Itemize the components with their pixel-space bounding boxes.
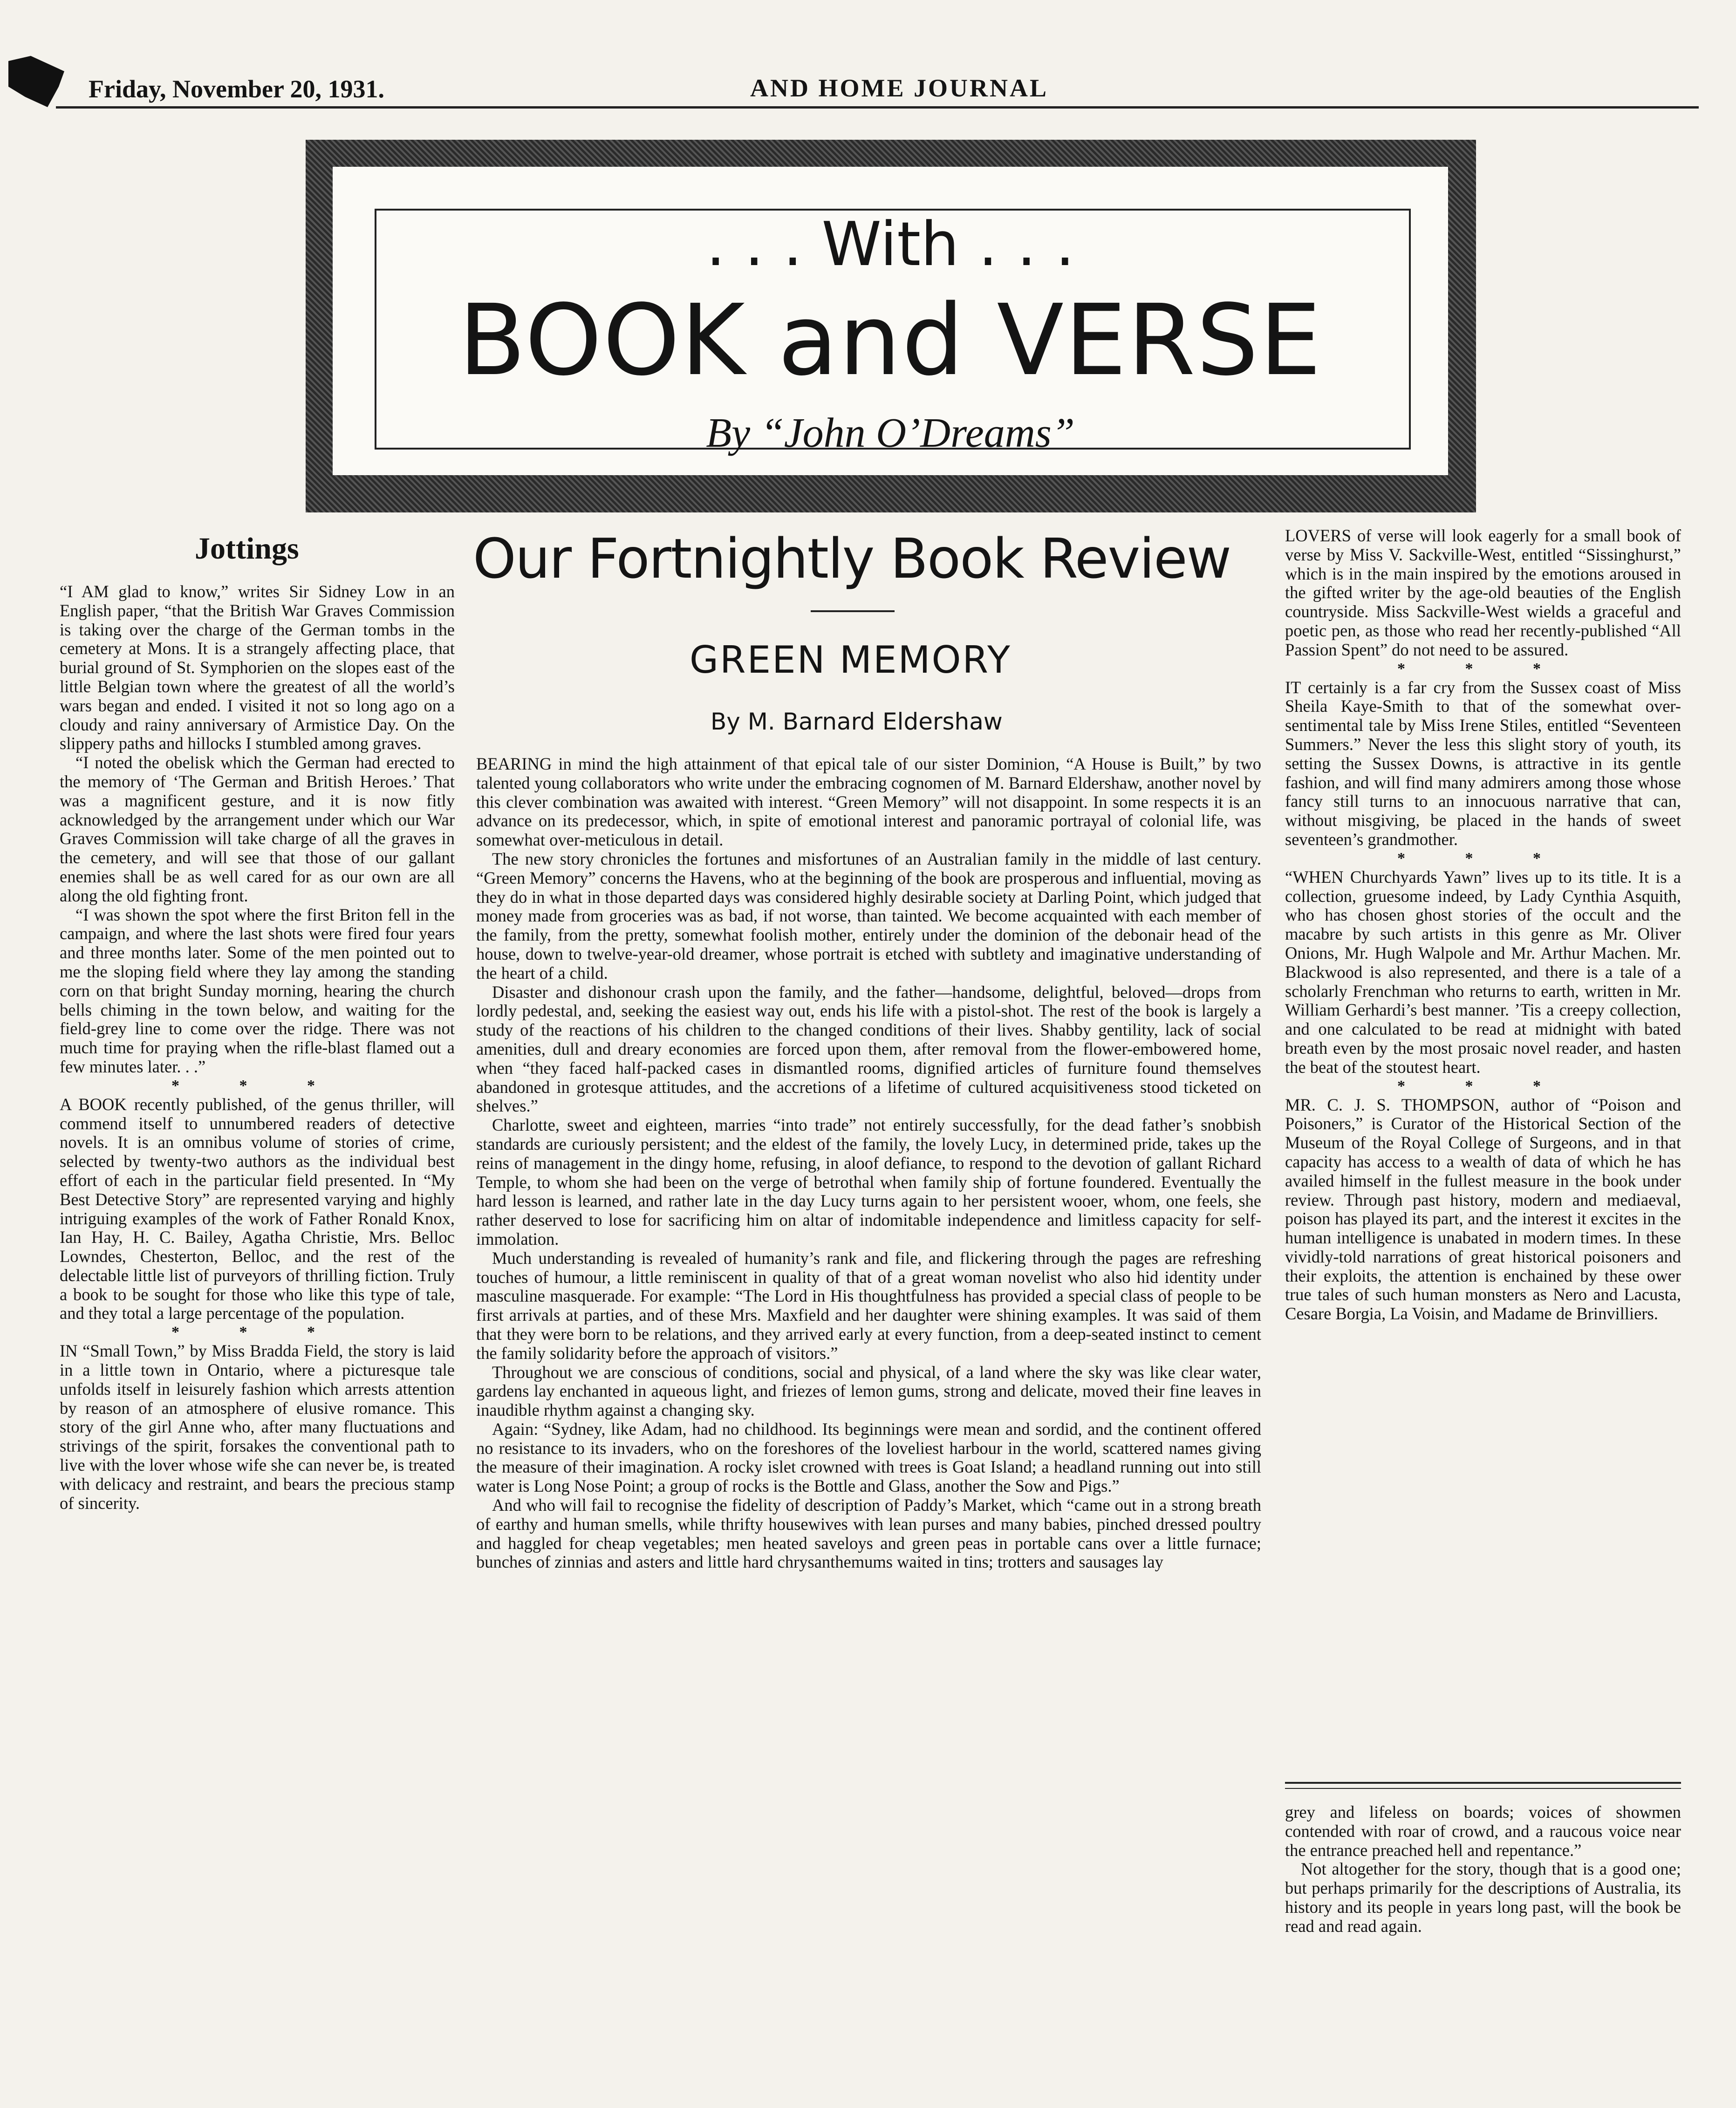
review-rule <box>811 610 895 612</box>
review-continued <box>1285 1803 1681 1936</box>
continuation-rule-thin <box>1285 1788 1681 1789</box>
banner-with: . . . With . . . <box>706 209 1075 280</box>
section-banner <box>306 140 1476 512</box>
separator: * * * <box>1397 660 1569 677</box>
book-title: GREEN MEMORY <box>690 638 1012 682</box>
continued-para-1: grey and lifeless on boards; voices of showmen contended with roar of crowd, and a raucous voice near the entrance preached hell and repentance.” <box>1285 1802 1681 1860</box>
jottings-para-4: A BOOK recently published, of the genus thriller, will commend itself to unnumbered readers of detective novels. It is an omnibus volume of stories of crime, selected by twenty-two authors as the individual best effort of each in the particular field presented. In “My Best Detective Story” are represented varying and highly intriguing examples of the work of Father Ronald Knox, Ian Hay, H. C. Bailey, Agatha Christie, Mrs. Belloc Lowndes, Chesterton, Belloc, and the rest of the delectable little list of purveyors of thrilling fiction. Truly a book to be sought for those who like this type of tale, and they total a large percentage of the population. <box>60 1094 455 1323</box>
separator: * * * <box>1397 849 1569 867</box>
notes-para-4: MR. C. J. S. THOMPSON, author of “Poison and Poisoners,” is Curator of the Historical Section of the Museum of the Royal College of Surgeons, and in that capacity has access to a wealth of data of which he has availed himself in the fullest measure in the book under review. Through past history, modern and mediaeval, poison has played its part, and the interest it excites in the human intelligence is unabated in modern times. In these vividly-told narrations of great historical poisoners and their exploits, the attention is enchained by these ower true tales of such human monsters as Nero and Lacusta, Cesare Borgia, La Voisin, and Madame de Brinvilliers. <box>1285 1095 1681 1323</box>
review-para-3: Disaster and dishonour crash upon the family, and the father—handsome, delightful, beloved—drops from lordly pedestal, and, seeking the easiest way out, ends his life with a pistol-shot. The rest of the book is largely a study of the reactions of his children to the changed conditions of their lives. Shabby gentility, lack of social amenities, dull and dreary economies are forced upon them, after removal from the flower-embowered home, when “they faced half-packed cases in dismantled rooms, dignified articles of furniture found themselves abandoned in grotesque attitudes, and the accretions of a lifetime of cultured acquisitiveness stood ticketed on shelves.” <box>476 982 1261 1116</box>
review-para-4: Charlotte, sweet and eighteen, marries “into trade” not entirely successfully, for the dead father’s snobbish standards are curiously persistent; and the eldest of the family, the lovely Lucy, in determined pride, takes up the reins of management in the dingy home, refusing, in aloof defiance, to respond to the devotion of gallant Richard Temple, to whom she had been on the verge of betrothal when family ship of fortune foundered. Eventually the hard lesson is learned, and rather late in the day Lucy turns again to her persistent wooer, whom, one feels, she rather deserved to lose for sacrificing him on altar of indomitable independence and limitless capacity for self-immolation. <box>476 1115 1261 1248</box>
journal-name: AND HOME JOURNAL <box>750 74 1048 102</box>
separator: * * * <box>171 1077 343 1094</box>
notes-para-1: LOVERS of verse will look eagerly for a small book of verse by Miss V. Sackville-West, entitled “Sissinghurst,” which is in the main inspired by the emotions aroused in the gifted writer by the age-old beauties of the English countryside. Miss Sackville-West wields a graceful and poetic pen, as those who read her recently-published “All Passion Spent” do not need to be assured. <box>1285 526 1681 659</box>
jottings-para-3: “I was shown the spot where the first Briton fell in the campaign, and where the last shots were fired four years and three months later. Some of the men pointed out to me the sloping field where they lay among the standing corn on that bright Sunday morning, hearing the church bells chiming in the town below, and waiting for the field-grey line to come over the ridge. There was not much time for praying when the rifle-blast flamed out a few minutes later. . .” <box>60 905 455 1076</box>
jottings-para-5: IN “Small Town,” by Miss Bradda Field, the story is laid in a little town in Ontario, where a picturesque tale unfolds itself in leisurely fashion which arrests attention by reason of an atmosphere of elusive romance. This story of the girl Anne who, after many fluctuations and strivings of the spirit, forsakes the conventional path to live with the lover whose wife she can never be, is treated with delicacy and restraint, and bears the precious stamp of sincerity. <box>60 1341 455 1513</box>
review-para-6: Throughout we are conscious of conditions, social and physical, of a land where the sky was like clear water, gardens lay enchanted in aqueous light, and friezes of lemon gums, strong and delicate, moved their fine leaves in inaudible rhythm against a changing sky. <box>476 1362 1261 1420</box>
issue-date: Friday, November 20, 1931. <box>89 75 384 103</box>
review-byline: By M. Barnard Eldershaw <box>711 708 1003 735</box>
jottings-para-1: “I AM glad to know,” writes Sir Sidney Low in an English paper, “that the British War Graves Commission is taking over the charge of the German tombs in the cemetery at Mons. It is a strangely affecting place, that burial ground of St. Symphorien on the slopes east of the little Belgian town where the greatest of all the world’s wars began and ended. I visited it not so long ago on a cloudy and rainy anniversary of Armistice Day. On the slippery paths and hillocks I stumbled among graves. <box>60 582 455 753</box>
jottings-column <box>60 582 455 1513</box>
jottings-para-2: “I noted the obelisk which the German had erected to the memory of ‘The German and British Heroes.’ That was a magnificent gesture, and it is now fitly acknowledged by the arrangement under which our War Graves Commission will take charge of all the graves in the cemetery, and will see that those of our gallant enemies shall be as well cared for as our own are all along the old fighting front. <box>60 753 455 905</box>
notes-para-3: “WHEN Churchyards Yawn” lives up to its title. It is a collection, gruesome indeed, by Lady Cynthia Asquith, who has chosen ghost stories of the occult and the macabre by such artists in this genre as Mr. Oliver Onions, Mr. Hugh Walpole and Mr. Arthur Machen. Mr. Blackwood is also represented, and there is a tale of a scholarly Frenchman who returns to earth, written in Mr. William Gerhardi’s best manner. ’Tis a creepy collection, and one calculated to be read at midnight with bated breath even by the most prosaic novel reader, and hasten the beat of the stoutest heart. <box>1285 867 1681 1077</box>
banner-inner <box>333 167 1448 475</box>
banner-title: BOOK and VERSE <box>458 283 1322 397</box>
separator: * * * <box>1397 1077 1569 1095</box>
page-header <box>56 70 1699 112</box>
jottings-heading: Jottings <box>195 532 299 566</box>
banner-byline: By “John O’Dreams” <box>706 410 1075 456</box>
review-para-5: Much understanding is revealed of humanity’s rank and file, and flickering through the pages are refreshing touches of humour, a little reminiscent in quality of that of a great woman novelist who also hid identity under masculine masquerade. For example: “The Lord in His thoughtfulness has provided a special class of people to be first arrivals at parties, and of these Mrs. Maxfield and her daughter were shining examples. It was said of them that they were born to be relations, and they arrived early at every function, from a deep-seated instinct to cement the family solidarity before the approach of visitors.” <box>476 1248 1261 1363</box>
review-para-1: BEARING in mind the high attainment of that epical tale of our sister Dominion, “A House is Built,” by two talented young collaborators who write under the embracing cognomen of M. Barnard Eldershaw, another novel by this clever combination was awaited with interest. “Green Memory” will not disappoint. In some respects it is an advance on its predecessor, which, in spite of emotional interest and panoramic portrayal of colonial life, was somewhat over-meticulous in detail. <box>476 754 1261 850</box>
notes-column <box>1285 526 1681 1323</box>
notes-para-2: IT certainly is a far cry from the Sussex coast of Miss Sheila Kaye-Smith to that of the somewhat over-sentimental tale by Miss Irene Stiles, entitled “Seventeen Summers.” Never the less this slight story of youth, its setting the Sussex Downs, is attractive in its gentle fashion, and will find many admirers among those whose fancy still turns to an innocuous narrative that can, without misgiving, be placed in the hands of sweet seventeen’s grandmother. <box>1285 677 1681 849</box>
continuation-rule <box>1285 1782 1681 1784</box>
review-para-7: Again: “Sydney, like Adam, had no childhood. Its beginnings were mean and sordid, and the continent offered no resistance to its invaders, who on the foreshores of the loveliest harbour in the world, scattered names giving the measure of their imagination. A rocky islet crowned with trees is Goat Island; a headland running out into still water is Long Nose Point; a group of rocks is the Bottle and Glass, another the Sow and Pigs.” <box>476 1419 1261 1496</box>
review-heading: Our Fortnightly Book Review <box>473 526 1231 591</box>
header-rule <box>56 106 1699 109</box>
separator: * * * <box>171 1323 343 1341</box>
continued-para-2: Not altogether for the story, though that is a good one; but perhaps primarily for the descriptions of Australia, its history and its people in years long past, will the book be read and read again. <box>1285 1859 1681 1936</box>
review-para-2: The new story chronicles the fortunes and misfortunes of an Australian family in the middle of last century. “Green Memory” concerns the Havens, who at the beginning of the book are prosperous and influential, moving as they do in what in those departed days was considered highly desirable society at Darling Point, which judged that money made from groceries was as bad, if not worse, than tainted. We become acquainted with each member of the family, from the pretty, somewhat foolish mother, entirely under the dominion of the debonair head of the house, down to twelve-year-old dreamer, whose portrait is etched with subtlety and imaginative understanding of the heart of a child. <box>476 849 1261 982</box>
review-column <box>476 755 1261 1572</box>
review-para-8: And who will fail to recognise the fidelity of description of Paddy’s Market, which “came out in a strong breath of earthy and human smells, while thrifty housewives with lean purses and many babies, pinched dressed poultry and haggled for cheap vegetables; men heated saveloys and green peas in portable cans over a little furnace; bunches of zinnias and asters and little hard chrysanthemums waited in tins; trotters and sausages lay <box>476 1495 1261 1572</box>
